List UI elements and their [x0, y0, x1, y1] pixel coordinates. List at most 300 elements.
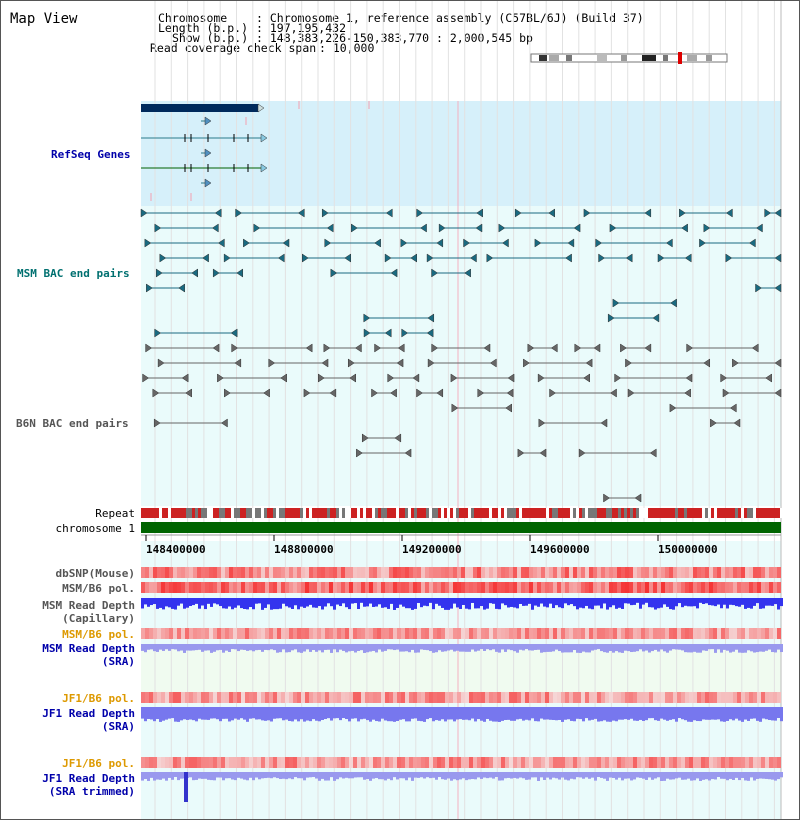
- msm-cap-depth: [690, 598, 693, 606]
- jf1-sra-depth: [522, 707, 525, 721]
- jf1-trim-depth: [291, 772, 294, 779]
- msm-b6-heat: [313, 582, 317, 593]
- jf1-b6-2-heat: [625, 757, 629, 768]
- jf1-trim-depth: [177, 772, 180, 780]
- jf1-b6-2-heat: [757, 757, 761, 768]
- jf1-sra-depth: [717, 707, 720, 719]
- msm-cap-depth: [318, 598, 321, 606]
- jf1-b6-2-heat: [173, 757, 177, 768]
- jf1-sra-depth: [606, 707, 609, 722]
- jf1-b6-2-heat: [241, 757, 245, 768]
- msm-b6-2-heat: [497, 628, 501, 639]
- jf1-sra-depth: [693, 707, 696, 720]
- repeat-segment: [594, 508, 597, 518]
- repeat-segment: [240, 508, 243, 518]
- msm-cap-depth: [246, 598, 249, 609]
- jf1-b6-heat: [225, 692, 229, 703]
- jf1-sra-depth: [561, 707, 564, 722]
- msm-sra-depth: [762, 644, 765, 652]
- jf1-b6-2-heat: [569, 757, 573, 768]
- jf1-read-depth-sra-label[interactable]: JF1 Read Depth: [42, 707, 135, 720]
- dbsnp-heat: [285, 567, 289, 578]
- repeat-segment: [519, 508, 522, 518]
- msm-b6-2-heat: [357, 628, 361, 639]
- jf1-trim-depth: [546, 772, 549, 778]
- jf1-b6-2-heat: [321, 757, 325, 768]
- jf1-trim-depth: [507, 772, 510, 778]
- msm-b6-heat: [393, 582, 397, 593]
- jf1-trim-depth: [300, 772, 303, 778]
- jf1-b6-2-heat: [281, 757, 285, 768]
- jf1-trim-depth: [516, 772, 519, 779]
- jf1-b6-heat: [457, 692, 461, 703]
- jf1-sra-depth: [636, 707, 639, 721]
- dbsnp-heat: [597, 567, 601, 578]
- repeat-segment: [681, 508, 684, 518]
- jf1-b6-2-heat: [373, 757, 377, 768]
- jf1-trim-depth: [609, 772, 612, 778]
- dbsnp-heat: [249, 567, 253, 578]
- jf1-b6-2-heat: [509, 757, 513, 768]
- repeat-segment: [405, 508, 408, 518]
- msm-b6-2-heat: [365, 628, 369, 639]
- msm-b6-2-heat: [341, 628, 345, 639]
- jf1-b6-2-heat: [369, 757, 373, 768]
- msm-sra-depth: [702, 644, 705, 650]
- jf1-b6-2-heat: [545, 757, 549, 768]
- jf1-sra-depth: [402, 707, 405, 719]
- jf1-b6-heat: [169, 692, 173, 703]
- msm-b6-2-heat: [601, 628, 605, 639]
- msm-cap-depth: [219, 598, 222, 606]
- msm-cap-depth: [771, 598, 774, 606]
- jf1-sra-depth: [558, 707, 561, 720]
- msm-b6-2-heat: [229, 628, 233, 639]
- msm-b6-pol-label[interactable]: MSM/B6 pol.: [62, 582, 135, 595]
- jf1-trim-depth: [543, 772, 546, 780]
- b6n-bac-label[interactable]: B6N BAC end pairs: [16, 417, 129, 430]
- jf1-sra-depth: [456, 707, 459, 719]
- msm-b6-heat: [761, 582, 765, 593]
- dbsnp-heat: [409, 567, 413, 578]
- jf1-trim-depth: [255, 772, 258, 778]
- jf1-sra-depth: [699, 707, 702, 721]
- jf1-trim-depth: [666, 772, 669, 779]
- jf1-sra-depth: [357, 707, 360, 721]
- jf1-trim-depth: [540, 772, 543, 777]
- msm-b6-heat: [485, 582, 489, 593]
- msm-cap-depth: [150, 598, 153, 605]
- msm-b6-2-heat: [581, 628, 585, 639]
- msm-sra-depth: [477, 644, 480, 651]
- jf1-trim-depth: [369, 772, 372, 781]
- jf1-b6-heat: [441, 692, 445, 703]
- repeat-segment: [561, 508, 564, 518]
- msm-sra-depth: [153, 644, 156, 651]
- jf1-b6-heat: [637, 692, 641, 703]
- jf1-b6-heat: [709, 692, 713, 703]
- dbsnp-heat: [645, 567, 649, 578]
- dbsnp-heat: [493, 567, 497, 578]
- ideogram-band: [642, 55, 656, 61]
- msm-sra-depth: [585, 644, 588, 652]
- msm-b6-2-heat: [505, 628, 509, 639]
- jf1-sra-depth: [288, 707, 291, 721]
- jf1-b6-heat: [413, 692, 417, 703]
- dbsnp-heat: [553, 567, 557, 578]
- msm-b6-heat: [593, 582, 597, 593]
- jf1-sra-depth: [174, 707, 177, 722]
- jf1-b6-2-heat: [149, 757, 153, 768]
- msm-sra-depth: [375, 644, 378, 652]
- repeat-segment: [444, 508, 447, 518]
- jf1-sra-depth: [765, 707, 768, 719]
- jf1-trim-depth: [381, 772, 384, 779]
- jf1-trim-depth: [723, 772, 726, 779]
- msm-cap-depth: [618, 598, 621, 608]
- repeat-segment: [690, 508, 693, 518]
- jf1-b6-heat: [213, 692, 217, 703]
- jf1-b6-heat: [357, 692, 361, 703]
- jf1-read-depth-trim-label[interactable]: JF1 Read Depth: [42, 772, 135, 785]
- msm-b6-pol-2-label[interactable]: MSM/B6 pol.: [62, 628, 135, 641]
- jf1-b6-heat: [725, 692, 729, 703]
- jf1-trim-depth: [423, 772, 426, 778]
- jf1-sra-depth: [585, 707, 588, 718]
- jf1-b6-pol-label[interactable]: JF1/B6 pol.: [62, 692, 135, 705]
- msm-b6-2-heat: [353, 628, 357, 639]
- jf1-b6-2-heat: [169, 757, 173, 768]
- jf1-b6-2-heat: [361, 757, 365, 768]
- jf1-sra-depth: [210, 707, 213, 719]
- dbsnp-heat: [761, 567, 765, 578]
- jf1-b6-2-heat: [217, 757, 221, 768]
- msm-cap-depth: [156, 598, 159, 609]
- msm-sra-depth: [693, 644, 696, 652]
- msm-b6-2-heat: [289, 628, 293, 639]
- jf1-b6-heat: [649, 692, 653, 703]
- msm-b6-2-heat: [141, 628, 145, 639]
- jf1-trim-depth: [228, 772, 231, 778]
- jf1-sra-depth: [615, 707, 618, 721]
- repeat-segment: [420, 508, 423, 518]
- repeat-segment: [639, 508, 642, 518]
- jf1-sra-depth: [294, 707, 297, 719]
- jf1-b6-2-heat: [261, 757, 265, 768]
- jf1-b6-2-heat: [245, 757, 249, 768]
- msm-sra-depth: [651, 644, 654, 651]
- msm-b6-heat: [193, 582, 197, 593]
- msm-b6-heat: [317, 582, 321, 593]
- msm-cap-depth: [732, 598, 735, 605]
- msm-sra-depth: [423, 644, 426, 650]
- repeat-segment: [609, 508, 612, 518]
- msm-sra-depth: [465, 644, 468, 652]
- jf1-b6-2-heat: [181, 757, 185, 768]
- jf1-b6-2-heat: [265, 757, 269, 768]
- msm-b6-heat: [297, 582, 301, 593]
- msm-b6-2-heat: [369, 628, 373, 639]
- msm-b6-2-heat: [517, 628, 521, 639]
- dbsnp-heat: [333, 567, 337, 578]
- dbsnp-heat: [453, 567, 457, 578]
- jf1-trim-depth: [273, 772, 276, 777]
- jf1-b6-heat: [241, 692, 245, 703]
- jf1-trim-depth: [456, 772, 459, 780]
- msm-b6-2-heat: [701, 628, 705, 639]
- jf1-sra-depth: [318, 707, 321, 721]
- repeat-segment: [552, 508, 555, 518]
- repeat-segment: [522, 508, 525, 518]
- msm-sra-depth: [192, 644, 195, 650]
- jf1-sra-depth: [573, 707, 576, 721]
- jf1-b6-2-heat: [529, 757, 533, 768]
- repeat-segment: [339, 508, 342, 518]
- msm-sra-depth: [429, 644, 432, 651]
- dbsnp-heat: [157, 567, 161, 578]
- jf1-trim-depth: [747, 772, 750, 781]
- repeat-segment: [570, 508, 573, 518]
- repeat-segment: [531, 508, 534, 518]
- msm-sra-depth: [441, 644, 444, 652]
- msm-cap-depth: [756, 598, 759, 603]
- dbsnp-heat: [165, 567, 169, 578]
- jf1-trim-depth: [594, 772, 597, 781]
- repeat-segment: [300, 508, 303, 518]
- jf1-trim-depth: [294, 772, 297, 777]
- msm-b6-2-heat: [553, 628, 557, 639]
- msm-b6-2-heat: [337, 628, 341, 639]
- jf1-b6-2-heat: [489, 757, 493, 768]
- jf1-trim-depth: [144, 772, 147, 779]
- msm-b6-2-heat: [205, 628, 209, 639]
- page-title: Map View: [10, 11, 78, 27]
- repeat-segment: [228, 508, 231, 518]
- msm-b6-2-heat: [309, 628, 313, 639]
- msm-b6-heat: [261, 582, 265, 593]
- jf1-sra-depth: [282, 707, 285, 720]
- jf1-b6-heat: [705, 692, 709, 703]
- msm-cap-depth: [471, 598, 474, 603]
- jf1-b6-2-heat: [645, 757, 649, 768]
- dbsnp-heat: [341, 567, 345, 578]
- jf1-trim-depth: [636, 772, 639, 777]
- dbsnp-heat: [509, 567, 513, 578]
- jf1-sra-depth: [576, 707, 579, 719]
- dbsnp-heat: [725, 567, 729, 578]
- msm-b6-heat: [289, 582, 293, 593]
- repeat-segment: [159, 508, 162, 518]
- jf1-b6-heat: [253, 692, 257, 703]
- jf1-b6-heat: [333, 692, 337, 703]
- msm-cap-depth: [360, 598, 363, 603]
- msm-b6-heat: [645, 582, 649, 593]
- jf1-b6-heat: [377, 692, 381, 703]
- msm-cap-depth: [759, 598, 762, 609]
- msm-sra-depth: [468, 644, 471, 652]
- jf1-b6-heat: [453, 692, 457, 703]
- jf1-sra-depth: [666, 707, 669, 721]
- msm-b6-2-heat: [525, 628, 529, 639]
- repeat-segment: [441, 508, 444, 518]
- jf1-sra-depth: [165, 707, 168, 720]
- repeat-segment: [498, 508, 501, 518]
- msm-b6-2-heat: [457, 628, 461, 639]
- jf1-b6-heat: [553, 692, 557, 703]
- msm-sra-depth: [696, 644, 699, 653]
- jf1-b6-2-heat: [205, 757, 209, 768]
- dbsnp-heat: [377, 567, 381, 578]
- jf1-b6-heat: [257, 692, 261, 703]
- msm-cap-depth: [585, 598, 588, 606]
- jf1-sra-depth: [768, 707, 771, 720]
- msm-b6-2-heat: [729, 628, 733, 639]
- msm-b6-2-heat: [473, 628, 477, 639]
- msm-b6-2-heat: [649, 628, 653, 639]
- jf1-trim-depth: [771, 772, 774, 780]
- repeat-segment: [612, 508, 615, 518]
- jf1-b6-2-heat: [449, 757, 453, 768]
- jf1-b6-heat: [325, 692, 329, 703]
- msm-bac-label[interactable]: MSM BAC end pairs: [17, 267, 130, 280]
- msm-read-depth-sra-label[interactable]: MSM Read Depth: [42, 642, 135, 655]
- jf1-sra-depth: [534, 707, 537, 721]
- msm-b6-2-heat: [249, 628, 253, 639]
- dbsnp-heat: [337, 567, 341, 578]
- jf1-trim-depth: [231, 772, 234, 779]
- repeat-segment: [180, 508, 183, 518]
- repeat-segment: [666, 508, 669, 518]
- msm-cap-depth: [717, 598, 720, 605]
- dbsnp-heat: [593, 567, 597, 578]
- msm-sra-depth: [213, 644, 216, 652]
- jf1-b6-2-heat: [513, 757, 517, 768]
- msm-b6-2-heat: [741, 628, 745, 639]
- jf1-trim-depth: [660, 772, 663, 781]
- msm-cap-depth: [588, 598, 591, 609]
- dbsnp-heat: [741, 567, 745, 578]
- jf1-b6-2-heat: [597, 757, 601, 768]
- msm-cap-depth: [522, 598, 525, 606]
- jf1-trim-depth: [174, 772, 177, 777]
- msm-b6-heat: [197, 582, 201, 593]
- msm-cap-depth: [525, 598, 528, 606]
- msm-cap-depth: [402, 598, 405, 607]
- repeat-segment: [264, 508, 267, 518]
- dbsnp-heat: [713, 567, 717, 578]
- msm-sra-depth: [309, 644, 312, 652]
- repeat-segment: [714, 508, 717, 518]
- jf1-sra-depth: [387, 707, 390, 721]
- msm-cap-depth: [198, 598, 201, 609]
- repeat-segment: [351, 508, 354, 518]
- msm-read-depth-cap-label[interactable]: MSM Read Depth: [42, 599, 135, 612]
- jf1-trim-depth: [426, 772, 429, 777]
- jf1-sra-depth: [462, 707, 465, 720]
- msm-cap-depth: [624, 598, 627, 603]
- jf1-b6-2-heat: [145, 757, 149, 768]
- msm-sra-depth: [594, 644, 597, 650]
- jf1-trim-depth: [459, 772, 462, 779]
- msm-cap-depth: [483, 598, 486, 610]
- msm-b6-heat: [657, 582, 661, 593]
- jf1-sra-depth: [648, 707, 651, 718]
- jf1-trim-depth: [717, 772, 720, 777]
- msm-sra-depth: [618, 644, 621, 652]
- msm-b6-heat: [701, 582, 705, 593]
- msm-cap-depth: [303, 598, 306, 608]
- jf1-trim-depth: [156, 772, 159, 780]
- msm-b6-2-heat: [545, 628, 549, 639]
- msm-sra-depth: [318, 644, 321, 650]
- repeat-segment: [567, 508, 570, 518]
- dbsnp-heat: [141, 567, 145, 578]
- jf1-b6-heat: [645, 692, 649, 703]
- jf1-b6-heat: [733, 692, 737, 703]
- dbsnp-label[interactable]: dbSNP(Mouse): [55, 567, 135, 580]
- jf1-b6-pol-2-label[interactable]: JF1/B6 pol.: [62, 757, 135, 770]
- jf1-trim-depth: [693, 772, 696, 780]
- jf1-b6-2-heat: [497, 757, 501, 768]
- msm-cap-depth: [669, 598, 672, 609]
- msm-b6-2-heat: [657, 628, 661, 639]
- msm-cap-depth: [561, 598, 564, 608]
- jf1-b6-2-heat: [433, 757, 437, 768]
- jf1-b6-2-heat: [377, 757, 381, 768]
- jf1-b6-heat: [353, 692, 357, 703]
- jf1-sra-depth: [567, 707, 570, 719]
- jf1-sra-depth: [747, 707, 750, 721]
- msm-sra-depth: [672, 644, 675, 649]
- msm-sra-depth: [780, 644, 783, 652]
- repeat-segment: [141, 508, 144, 518]
- jf1-sra-depth: [546, 707, 549, 719]
- repeat-segment: [357, 508, 360, 518]
- jf1-trim-depth: [450, 772, 453, 781]
- msm-b6-2-heat: [417, 628, 421, 639]
- msm-sra-depth: [261, 644, 264, 652]
- jf1-trim-depth: [624, 772, 627, 779]
- refseq-genes-label[interactable]: RefSeq Genes: [51, 148, 131, 161]
- jf1-b6-heat: [289, 692, 293, 703]
- jf1-b6-heat: [157, 692, 161, 703]
- jf1-trim-depth: [744, 772, 747, 780]
- msm-sra-depth: [459, 644, 462, 652]
- msm-cap-depth: [375, 598, 378, 607]
- repeat-segment: [540, 508, 543, 518]
- jf1-sra-depth: [231, 707, 234, 720]
- msm-b6-heat: [769, 582, 773, 593]
- repeat-segment: [414, 508, 417, 518]
- msm-sra-depth: [201, 644, 204, 652]
- jf1-trim-depth: [777, 772, 780, 779]
- jf1-sra-depth: [645, 707, 648, 720]
- jf1-sra-depth: [438, 707, 441, 721]
- chromosome-value: : Chromosome 1, reference assembly (C57BL/6J) (Build 37): [256, 11, 644, 25]
- jf1-sra-depth: [252, 707, 255, 718]
- msm-sra-depth: [378, 644, 381, 650]
- jf1-b6-heat: [777, 692, 781, 703]
- jf1-sra-depth: [183, 707, 186, 719]
- msm-cap-depth: [654, 598, 657, 610]
- jf1-b6-2-heat: [621, 757, 625, 768]
- msm-sra-depth: [642, 644, 645, 651]
- jf1-b6-heat: [677, 692, 681, 703]
- dbsnp-heat: [701, 567, 705, 578]
- jf1-sra-depth: [339, 707, 342, 720]
- repeat-segment: [354, 508, 357, 518]
- msm-b6-heat: [573, 582, 577, 593]
